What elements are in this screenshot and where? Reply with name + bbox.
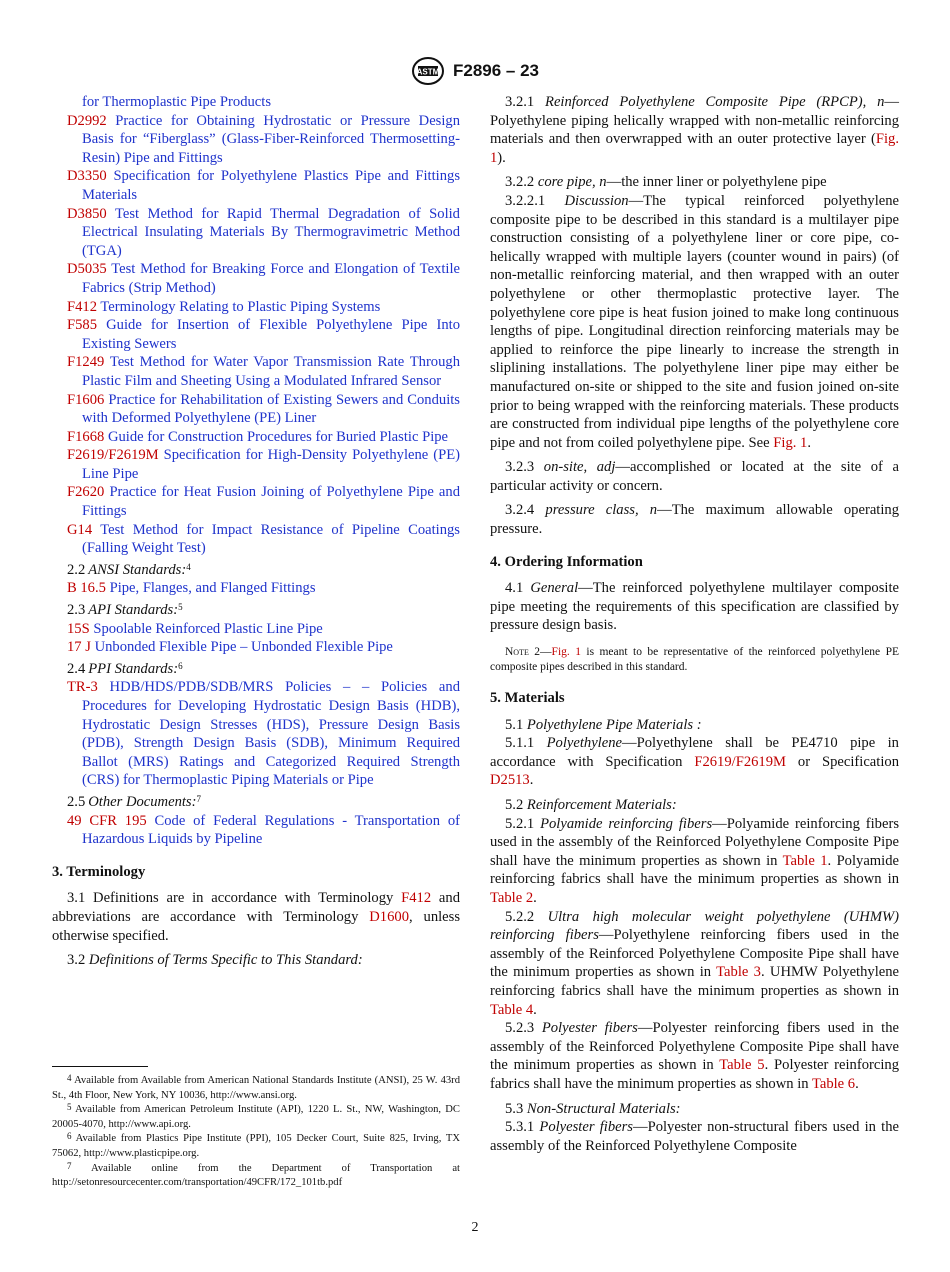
- svg-text:ASTM: ASTM: [416, 67, 440, 77]
- right-column: [490, 93, 899, 1155]
- paragraph-3-2-3: 3.2.3 on-site, adj—accomplished or located at the site of a particular activity or concern.: [490, 459, 899, 494]
- reference-item: F412 Terminology Relating to Plastic Piping Systems: [67, 298, 381, 315]
- reference-item: F1668 Guide for Construction Procedures for Buried Plastic Pipe: [67, 428, 449, 445]
- note-2: Note 2—Fig. 1 is meant to be representative of the reinforced polyethylene PE composite pipes described in this standard.: [490, 646, 900, 674]
- footnote-divider: [52, 1066, 148, 1067]
- footnote: $^7$ Available online from the Department of Transportation at http://setonresourcecenter.com/transportation/49CFR/172_101tb.pdf: [52, 1160, 460, 1189]
- paragraph-3-2-4: 3.2.4 pressure class, n—The maximum allowable operating pressure.: [490, 502, 899, 538]
- paragraph-3-2-1: 3.2.1 Reinforced Polyethylene Composite Pipe (RPCP), n—Polyethylene piping helically wrapped with non-metallic reinforcing materials and then overwrapped with an outer protective layer (Fig. 1).: [490, 94, 899, 166]
- paragraph-3-2-2: 3.2.2 core pipe, n—the inner liner or polyethylene pipe: [505, 174, 827, 191]
- reference-item: F2619/F2619M Specification for High-Density Polyethylene (PE) Line Pipe: [67, 447, 461, 482]
- reference-item: F1249 Test Method for Water Vapor Transmission Rate Through Plastic Film and Sheeting Using a Modulated Infrared Sensor: [67, 354, 460, 389]
- reference-item: 49 CFR 195 Code of Federal Regulations - Transportation of Hazardous Liquids by Pipeline: [67, 812, 460, 848]
- reference-item: TR-3 HDB/HDS/PDB/SDB/MRS Policies – – Policies and Procedures for Developing Hydrostatic Design Basis (HDB), Hydrostatic Design Stresses (HDS), Pressure Design Basis (PDB), Strength Design Basis (SDB), Minimum Required Ballot (MRS) Ratings and Categorized Required Strength (CRS) for Thermoplastic Piping Materials or Pipe: [67, 679, 460, 789]
- paragraph-3-2-2-1: 3.2.2.1 Discussion—The typical reinforced polyethylene composite pipe to be described in this standard is a multilayer pipe construction consisting of a polyethylene liner or core pipe, co-helically wrapped with multiple layers (counter wound in pairs) (of non-metallic reinforcing material, and then wrapped with an outer polyethylene or other thermoplastic protective layer. The polyethylene core pipe is heat fusion joined to make long continuous lengths of pipe. Longitudinal direction reinforcing materials may be applied to reinforce the pipe linearly to increase the strength in sliplining installations. The polyethylene liner pipe may either be manufactured on-site or shipped to the site and fusion joined on-site prior to being wrapped with the reinforcing materials. These products are constructed from individual pipe lengths of the polyethylene core pipe and not from coiled polyethylene pipe. See Fig. 1.: [490, 192, 899, 451]
- footnotes: [52, 1074, 460, 1191]
- reference-item: D2992 Practice for Obtaining Hydrostatic or Pressure Design Basis for “Fiberglass” (Glass-Fiber-Reinforced Thermosetting-Resin) Pipe and Fittings: [67, 112, 460, 166]
- page-header: [0, 56, 950, 86]
- left-column: [52, 93, 460, 976]
- footnote: $^6$ Available from Plastics Pipe Institute (PPI), 105 Decker Court, Suite 825, Irving, TX 75062, http://www.plasticpipe.org.: [52, 1131, 460, 1159]
- paragraph-5-3-1: 5.3.1 Polyester fibers—Polyester non-structural fibers used in the assembly of the Reinforced Polyethylene Composite: [490, 1119, 899, 1154]
- section-heading-ordering: 4. Ordering Information: [490, 553, 643, 570]
- section-heading-materials: 5. Materials: [490, 690, 565, 707]
- paragraph-5-3: 5.3 Non-Structural Materials:: [505, 1100, 681, 1117]
- paragraph-5-2-1: 5.2.1 Polyamide reinforcing fibers—Polyamide reinforcing fibers used in the assembly of the Reinforced Polyethylene Composite Pipe shall have the minimum properties as shown in Table 1. Polyamide reinforcing fabrics shall have the minimum properties as shown in Table 2.: [490, 815, 899, 906]
- reference-item: 17 J Unbonded Flexible Pipe – Unbonded Flexible Pipe: [67, 639, 393, 656]
- reference-item: F2620 Practice for Heat Fusion Joining of Polyethylene Pipe and Fittings: [67, 484, 460, 520]
- reference-item: for Thermoplastic Pipe Products: [82, 94, 272, 110]
- document-designation: F2896 – 23: [452, 61, 539, 80]
- reference-item: D3350 Specification for Polyethylene Plastics Pipe and Fittings Materials: [67, 168, 460, 203]
- api-standards-heading: 2.3 API Standards:$^5$: [67, 602, 183, 619]
- other-documents-heading: 2.5 Other Documents:$^7$: [67, 793, 201, 810]
- section-heading-terminology: 3. Terminology: [52, 863, 146, 880]
- reference-item: G14 Test Method for Impact Resistance of Pipeline Coatings (Falling Weight Test): [67, 521, 460, 557]
- paragraph-5-2-3: 5.2.3 Polyester fibers—Polyester reinforcing fibers used in the assembly of the Reinforced Polyethylene Composite Pipe shall have the minimum properties as shown in Table 5. Polyester reinforcing fabrics shall have the minimum properties as shown in Table 6.: [490, 1020, 899, 1092]
- paragraph-4-1: 4.1 General—The reinforced polyethylene multilayer composite pipe meeting the requirements of this specification are classified by pressure design basis.: [490, 580, 899, 634]
- paragraph-3-1: 3.1 Definitions are in accordance with Terminology F412 and abbreviations are accordance with Terminology D1600, unless otherwise specified.: [52, 890, 460, 944]
- reference-item: D3850 Test Method for Rapid Thermal Degradation of Solid Electrical Insulating Materials By Thermogravimetric Method (TGA): [67, 205, 460, 259]
- paragraph-5-2-2: 5.2.2 Ultra high molecular weight polyethylene (UHMW) reinforcing fibers—Polyethylene reinforcing fibers used in the assembly of the Reinforced Polyethylene Composite Pipe shall have the minimum properties as shown in Table 3. UHMW Polyethylene reinforcing fabrics shall have the minimum properties as shown in Table 4.: [490, 908, 899, 1018]
- footnote: $^5$ Available from American Petroleum Institute (API), 1220 L. St., NW, Washington, DC 20005-4070, http://www.api.org.: [52, 1102, 460, 1130]
- reference-item: F1606 Practice for Rehabilitation of Existing Sewers and Conduits with Deformed Polyethylene (PE) Liner: [67, 391, 460, 427]
- paragraph-5-1: 5.1 Polyethylene Pipe Materials :: [505, 716, 702, 733]
- page-number: 2: [471, 1220, 479, 1235]
- reference-item: D5035 Test Method for Breaking Force and Elongation of Textile Fabrics (Strip Method): [67, 261, 460, 296]
- footnote: $^4$ Available from Available from American National Standards Institute (ANSI), 25 W. 43rd St., 4th Floor, New York, NY 10036, http://www.ansi.org.: [52, 1073, 460, 1101]
- reference-item: 15S Spoolable Reinforced Plastic Line Pipe: [67, 620, 323, 637]
- ansi-standards-heading: 2.2 ANSI Standards:$^4$: [67, 561, 191, 578]
- reference-item: B 16.5 Pipe, Flanges, and Flanged Fittings: [67, 580, 316, 597]
- astm-logo-icon: [411, 56, 445, 86]
- paragraph-3-2: 3.2 Definitions of Terms Specific to This Standard:: [67, 952, 363, 969]
- astm-reference-list: [52, 93, 460, 558]
- paragraph-5-1-1: 5.1.1 Polyethylene—Polyethylene shall be PE4710 pipe in accordance with Specification F2619/F2619M or Specification D2513.: [490, 735, 899, 789]
- ppi-standards-heading: 2.4 PPI Standards:$^6$: [67, 660, 183, 677]
- reference-item: F585 Guide for Insertion of Flexible Polyethylene Pipe Into Existing Sewers: [67, 317, 461, 352]
- paragraph-5-2: 5.2 Reinforcement Materials:: [505, 797, 677, 813]
